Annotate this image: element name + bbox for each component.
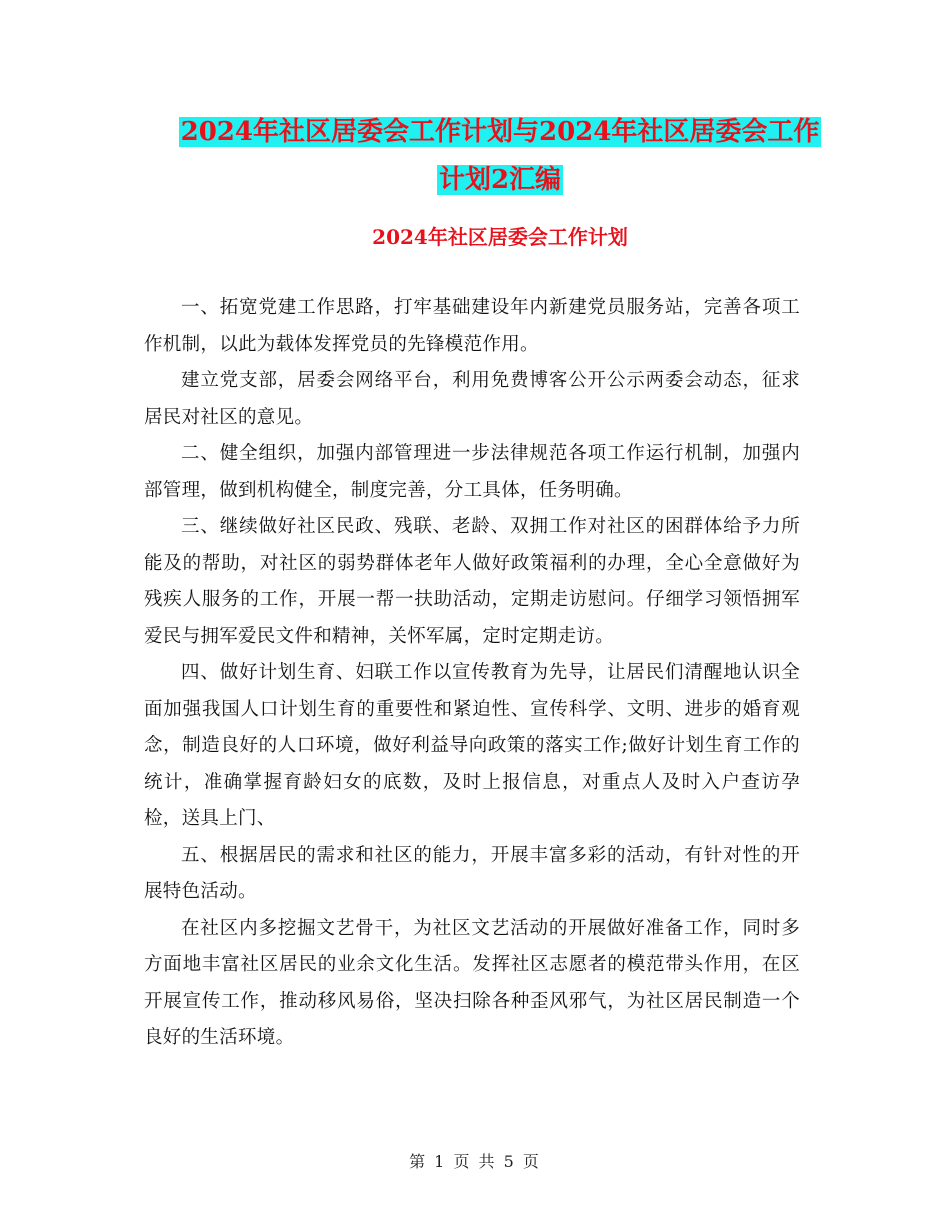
document-title-line-1: 2024年社区居委会工作计划与2024年社区居委会工作 — [180, 117, 820, 147]
paragraph-2: 建立党支部，居委会网络平台，利用免费博客公开公示两委会动态，征求居民对社区的意见。 — [144, 370, 800, 428]
document-body — [144, 290, 800, 1057]
paragraph-6: 五、根据居民的需求和社区的能力，开展丰富多彩的活动，有针对性的开展特色活动。 — [144, 844, 800, 902]
document-title-line-2: 计划2汇编 — [438, 165, 562, 195]
paragraph-7: 在社区内多挖掘文艺骨干，为社区文艺活动的开展做好准备工作，同时多方面地丰富社区居民的业余文化生活。发挥社区志愿者的模范带头作用，在区开展宣传工作，推动移风易俗，坚决扫除各种歪风邪气，为社区居民制造一个良好的生活环境。 — [144, 917, 800, 1048]
paragraph-1: 一、拓宽党建工作思路，打牢基础建设年内新建党员服务站，完善各项工作机制，以此为载体发挥党员的先锋模范作用。 — [144, 297, 800, 355]
paragraph-5: 四、做好计划生育、妇联工作以宣传教育为先导，让居民们清醒地认识全面加强我国人口计划生育的重要性和紧迫性、宣传科学、文明、进步的婚育观念，制造良好的人口环境，做好利益导向政策的落实工作;做好计划生育工作的统计，准确掌握育龄妇女的底数，及时上报信息，对重点人及时入户查访孕检，送具上门、 — [144, 662, 800, 829]
page-footer: 第 1 页 共 5 页 — [409, 1152, 541, 1171]
paragraph-3: 二、健全组织，加强内部管理进一步法律规范各项工作运行机制，加强内部管理，做到机构健全，制度完善，分工具体，任务明确。 — [144, 443, 800, 501]
document-title — [140, 108, 860, 204]
paragraph-4: 三、继续做好社区民政、残联、老龄、双拥工作对社区的困群体给予力所能及的帮助，对社区的弱势群体老年人做好政策福利的办理，全心全意做好为残疾人服务的工作，开展一帮一扶助活动，定期走访慰问。仔细学习领悟拥军爱民与拥军爱民文件和精神，关怀军属，定时定期走访。 — [144, 516, 800, 647]
section-title: 2024年社区居委会工作计划 — [372, 225, 628, 249]
